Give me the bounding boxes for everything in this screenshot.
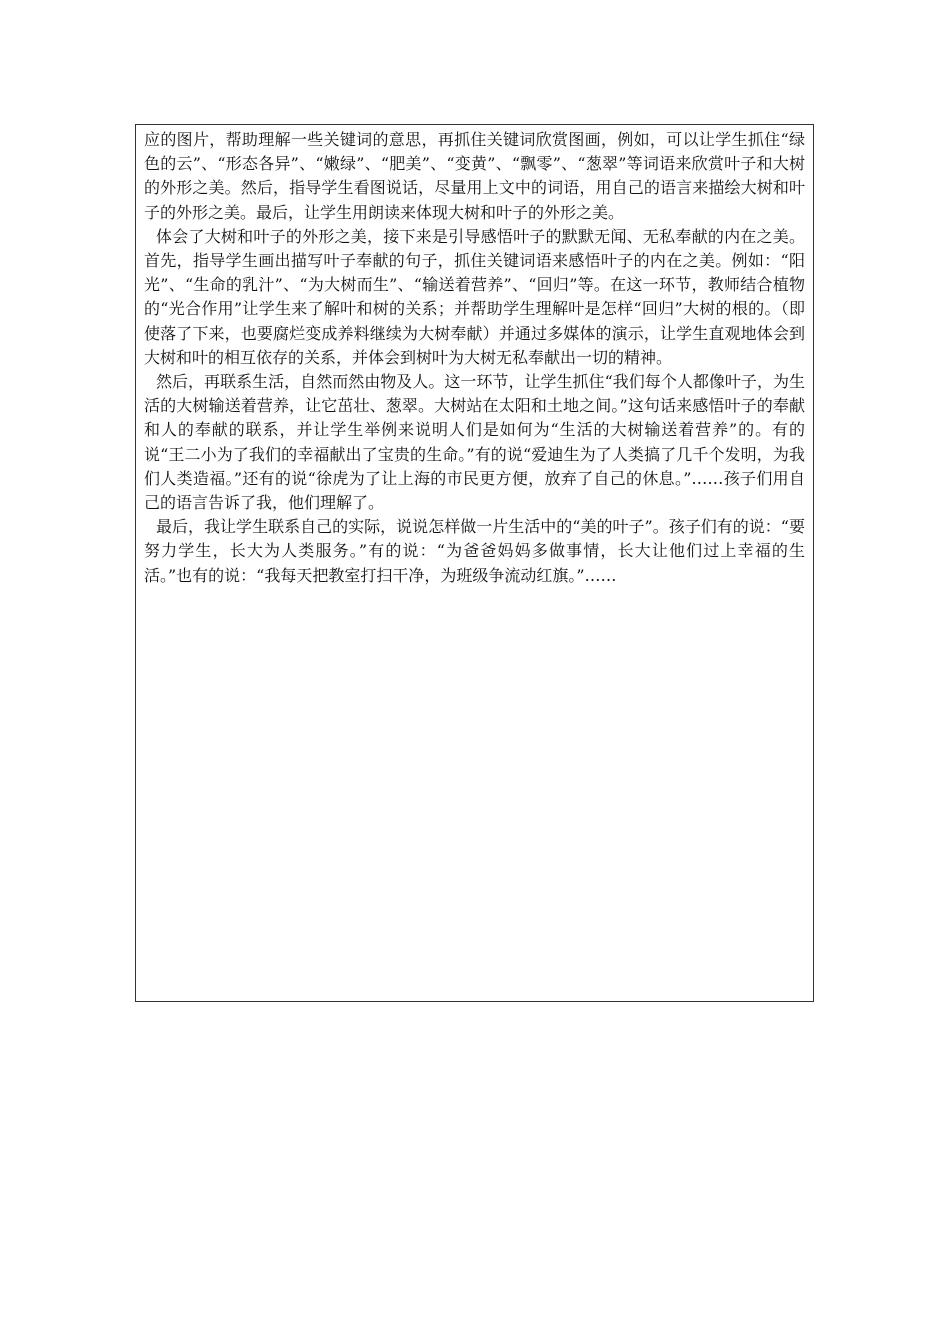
- document-frame: [135, 124, 814, 1002]
- paragraph-2: 体会了大树和叶子的外形之美，接下来是引导感悟叶子的默默无闻、无私奉献的内在之美。首先，指导学生画出描写叶子奉献的句子，抓住关键词语来感悟叶子的内在之美。例如：“阳光”、“生命的乳汁”、“为大树而生”、“输送着营养”、“回归”等。在这一环节，教师结合植物的“光合作用”让学生来了解叶和树的关系；并帮助学生理解叶是怎样“回归”大树的根的。（即使落了下来，也要腐烂变成养料继续为大树奉献）并通过多媒体的演示，让学生直观地体会到大树和叶的相互依存的关系，并体会到树叶为大树无私奉献出一切的精神。: [144, 226, 805, 367]
- paragraph-1: 应的图片，帮助理解一些关键词的意思，再抓住关键词欣赏图画，例如，可以让学生抓住“绿色的云”、“形态各异”、“嫩绿”、“肥美”、“变黄”、“飘零”、“葱翠”等词语来欣赏叶子和大树的外形之美。然后，指导学生看图说话，尽量用上文中的词语，用自己的语言来描绘大树和叶子的外形之美。最后，让学生用朗读来体现大树和叶子的外形之美。: [144, 130, 805, 222]
- paragraph-4: 最后，我让学生联系自己的实际，说说怎样做一片生活中的“美的叶子”。孩子们有的说：“要努力学生，长大为人类服务。”有的说：“为爸爸妈妈多做事情，长大让他们过上幸福的生活。”也有的说：“我每天把教室打扫干净，为班级争流动红旗。”……: [144, 517, 805, 585]
- document-body: [136, 125, 813, 588]
- paragraph-3: 然后，再联系生活，自然而然由物及人。这一环节，让学生抓住“我们每个人都像叶子，为生活的大树输送着营养，让它茁壮、葱翠。大树站在太阳和土地之间。”这句话来感悟叶子的奉献和人的奉献的联系，并让学生举例来说明人们是如何为“生活的大树输送着营养”的。有的说“王二小为了我们的幸福献出了宝贵的生命。”有的说“爱迪生为了人类搞了几千个发明，为我们人类造福。”还有的说“徐虎为了让上海的市民更方便，放弃了自己的休息。”……孩子们用自己的语言告诉了我，他们理解了。: [144, 372, 805, 513]
